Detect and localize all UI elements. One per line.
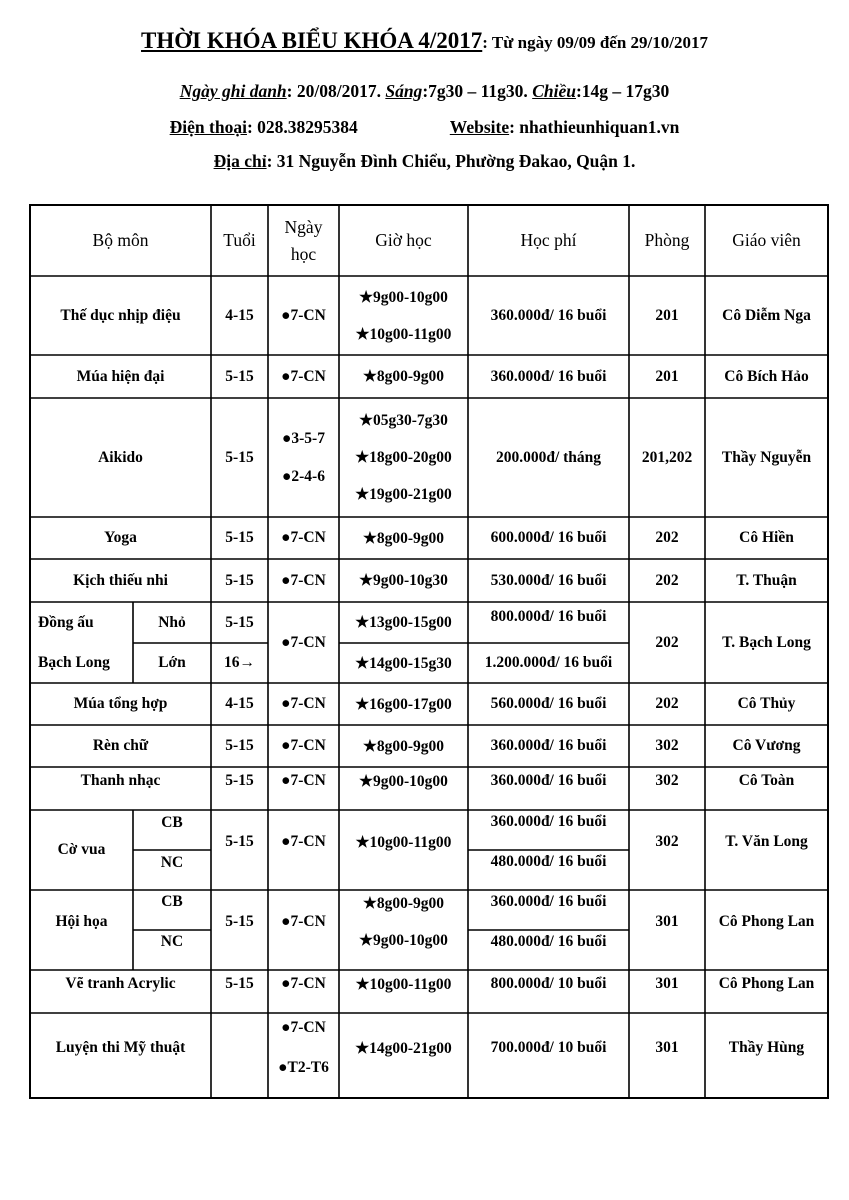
day-cell: ●7-CN	[281, 737, 326, 754]
subject-cell: Kịch thiếu nhi	[73, 571, 168, 589]
teacher-cell: Cô Toàn	[738, 772, 795, 789]
subject-cell: Múa hiện đại	[76, 367, 165, 385]
time-cell: ★13g00-15g00	[355, 614, 452, 631]
fee-cell: 360.000đ/ 16 buổi	[490, 306, 607, 324]
day-cell: ●7-CN	[281, 913, 326, 930]
registration-value: : 20/08/2017.	[286, 81, 386, 101]
time-slot: ★9g00-10g00	[359, 932, 448, 949]
subject-cell: Rèn chữ	[92, 737, 149, 754]
age-cell: 5-15	[225, 571, 254, 589]
title-date-range: Từ ngày 09/09 đến 29/10/2017	[491, 33, 708, 52]
fee-cell: 360.000đ/ 16 buổi	[490, 893, 607, 910]
teacher-cell: Thầy Nguyễn	[721, 448, 812, 466]
level-cell: NC	[160, 854, 184, 871]
subject-cell: Thế dục nhịp điệu	[60, 306, 181, 324]
phone-value: : 028.38295384	[246, 117, 358, 137]
day-cell: ●7-CN	[281, 695, 326, 712]
subject-cell: Hội họa	[55, 913, 108, 930]
subject-cell: Aikido	[98, 448, 143, 466]
age-cell: 4-15	[225, 695, 254, 712]
time-cell: ★10g00-11g00	[355, 975, 452, 993]
level-cell: Nhỏ	[158, 613, 186, 631]
col-header-teacher: Giáo viên	[732, 230, 801, 250]
age-cell: 5-15	[225, 737, 254, 754]
age-cell: 5-15	[225, 833, 254, 850]
level-cell: CB	[161, 893, 183, 910]
col-header-day	[268, 205, 339, 276]
teacher-cell: T. Thuận	[736, 571, 797, 589]
subject-cell: Thanh nhạc	[80, 772, 161, 789]
time-cell: ★14g00-21g00	[355, 1039, 452, 1057]
age-cell: 5-15	[225, 448, 254, 466]
time-cell: ★8g00-9g00	[362, 737, 445, 755]
registration-label: Ngày ghi danh	[179, 81, 287, 101]
title-main: THỜI KHÓA BIỂU KHÓA 4/2017	[141, 28, 483, 53]
fee-cell: 560.000đ/ 16 buổi	[490, 695, 607, 712]
fee-cell: 360.000đ/ 16 buổi	[490, 813, 607, 830]
level-cell: CB	[161, 814, 183, 831]
time-cell: ★8g00-9g00	[362, 529, 445, 547]
room-cell: 302	[655, 833, 679, 850]
time-cell: ★9g00-10g00	[359, 772, 448, 790]
afternoon-label: Chiều	[532, 81, 576, 101]
subject-line: Đồng ấu	[38, 613, 94, 631]
time-slot: ★05g30-7g30	[359, 412, 448, 429]
time-cell: ★16g00-17g00	[355, 695, 452, 713]
teacher-cell: Cô Vương	[732, 737, 801, 754]
day-slot: ●T2-T6	[278, 1059, 329, 1076]
age-cell: 5-15	[225, 913, 254, 930]
age-cell: 4-15	[225, 306, 254, 324]
subject-cell: Cờ vua	[57, 841, 106, 858]
col-header-subject: Bộ môn	[92, 230, 149, 250]
fee-cell: 800.000đ/ 16 buổi	[490, 608, 607, 625]
subject-line: Bạch Long	[38, 653, 110, 671]
time-cell	[339, 276, 468, 355]
fee-cell: 800.000đ/ 10 buổi	[490, 975, 607, 992]
teacher-cell: Thầy Hùng	[728, 1039, 805, 1056]
time-cell: ★14g00-15g30	[355, 654, 452, 672]
afternoon-value: :14g – 17g30	[575, 81, 670, 101]
teacher-cell: Cô Phong Lan	[718, 975, 815, 992]
age-cell: 5-15	[225, 529, 254, 546]
title-sep: :	[482, 33, 492, 52]
time-cell	[339, 398, 468, 517]
col-header-age: Tuổi	[223, 230, 256, 250]
age-cell: 5-15	[225, 367, 254, 385]
address-value: : 31 Nguyễn Đình Chiểu, Phường Đakao, Quận 1.	[266, 151, 636, 171]
teacher-cell: Cô Bích Hảo	[724, 367, 809, 385]
col-header-fee: Học phí	[520, 230, 577, 250]
room-cell: 202	[655, 633, 679, 651]
website-label: Website	[449, 117, 510, 137]
time-slot: ★18g00-20g00	[355, 449, 452, 466]
age-cell: 5-15	[225, 975, 254, 992]
time-slot: ★10g00-11g00	[355, 325, 452, 343]
time-cell: ★8g00-9g00	[362, 368, 445, 385]
fee-cell: 530.000đ/ 16 buổi	[490, 571, 607, 589]
room-cell: 301	[655, 913, 679, 930]
teacher-cell: T. Bạch Long	[722, 633, 811, 651]
time-slot: ★19g00-21g00	[355, 486, 452, 503]
room-cell: 301	[655, 975, 679, 992]
room-cell: 202	[655, 571, 679, 589]
col-header-time: Giờ học	[375, 230, 432, 250]
day-slot: ●3-5-7	[282, 429, 325, 447]
teacher-cell: Cô Hiền	[739, 529, 794, 546]
time-cell	[339, 890, 468, 954]
subject-cell	[30, 602, 133, 683]
room-cell: 201,202	[641, 448, 693, 466]
day-slot: ●7-CN	[281, 1019, 326, 1036]
level-cell: Lớn	[158, 654, 186, 671]
fee-cell: 360.000đ/ 16 buổi	[490, 772, 607, 789]
day-cell: ●7-CN	[281, 633, 326, 651]
address-label: Địa chỉ	[213, 151, 267, 171]
fee-cell: 1.200.000đ/ 16 buổi	[484, 654, 613, 671]
age-cell: 16→	[224, 654, 255, 671]
teacher-cell: Cô Phong Lan	[718, 913, 815, 930]
day-cell: ●7-CN	[281, 571, 326, 589]
teacher-cell: T. Văn Long	[725, 833, 808, 850]
day-cell: ●7-CN	[281, 367, 326, 385]
fee-cell: 600.000đ/ 16 buổi	[490, 529, 607, 546]
morning-value: :7g30 – 11g30.	[422, 81, 533, 101]
time-slot: ★9g00-10g00	[359, 288, 448, 306]
room-cell: 302	[655, 772, 679, 789]
day-cell	[268, 1013, 339, 1083]
website-value: : nhathieunhiquan1.vn	[509, 117, 680, 137]
level-cell: NC	[160, 933, 184, 950]
day-cell: ●7-CN	[281, 975, 326, 992]
teacher-cell: Cô Thủy	[737, 695, 796, 712]
room-cell: 201	[655, 306, 679, 324]
room-cell: 302	[655, 737, 679, 754]
col-header-day-line1: Ngày	[284, 216, 323, 237]
teacher-cell: Cô Diễm Nga	[722, 306, 811, 324]
room-cell: 202	[655, 695, 679, 712]
fee-cell: 480.000đ/ 16 buổi	[490, 853, 607, 870]
day-cell: ●7-CN	[281, 772, 326, 789]
room-cell: 301	[655, 1039, 679, 1056]
day-cell: ●7-CN	[281, 833, 326, 850]
subject-cell: Yoga	[104, 529, 137, 546]
day-cell: ●7-CN	[281, 306, 326, 324]
age-cell: 5-15	[225, 772, 254, 789]
day-cell	[268, 398, 339, 517]
day-cell: ●7-CN	[281, 529, 326, 546]
fee-cell: 200.000đ/ tháng	[495, 448, 602, 466]
fee-cell: 700.000đ/ 10 buổi	[490, 1039, 607, 1056]
phone-label: Điện thoại	[169, 117, 247, 137]
day-slot: ●2-4-6	[282, 467, 325, 485]
time-cell: ★9g00-10g30	[359, 572, 448, 589]
room-cell: 201	[655, 367, 679, 385]
subject-cell: Múa tổng hợp	[73, 695, 168, 712]
fee-cell: 360.000đ/ 16 buổi	[490, 737, 607, 754]
subject-cell: Vẽ tranh Acrylic	[65, 975, 176, 992]
age-cell: 5-15	[225, 613, 254, 631]
time-slot: ★8g00-9g00	[362, 895, 445, 912]
col-header-day-line2: học	[290, 243, 317, 264]
fee-cell: 360.000đ/ 16 buổi	[490, 367, 607, 385]
subject-cell: Luyện thi Mỹ thuật	[55, 1039, 186, 1056]
room-cell: 202	[655, 529, 679, 546]
morning-label: Sáng	[385, 81, 423, 101]
fee-cell: 480.000đ/ 16 buổi	[490, 933, 607, 950]
col-header-room: Phòng	[644, 230, 690, 250]
time-cell: ★10g00-11g00	[355, 833, 452, 851]
